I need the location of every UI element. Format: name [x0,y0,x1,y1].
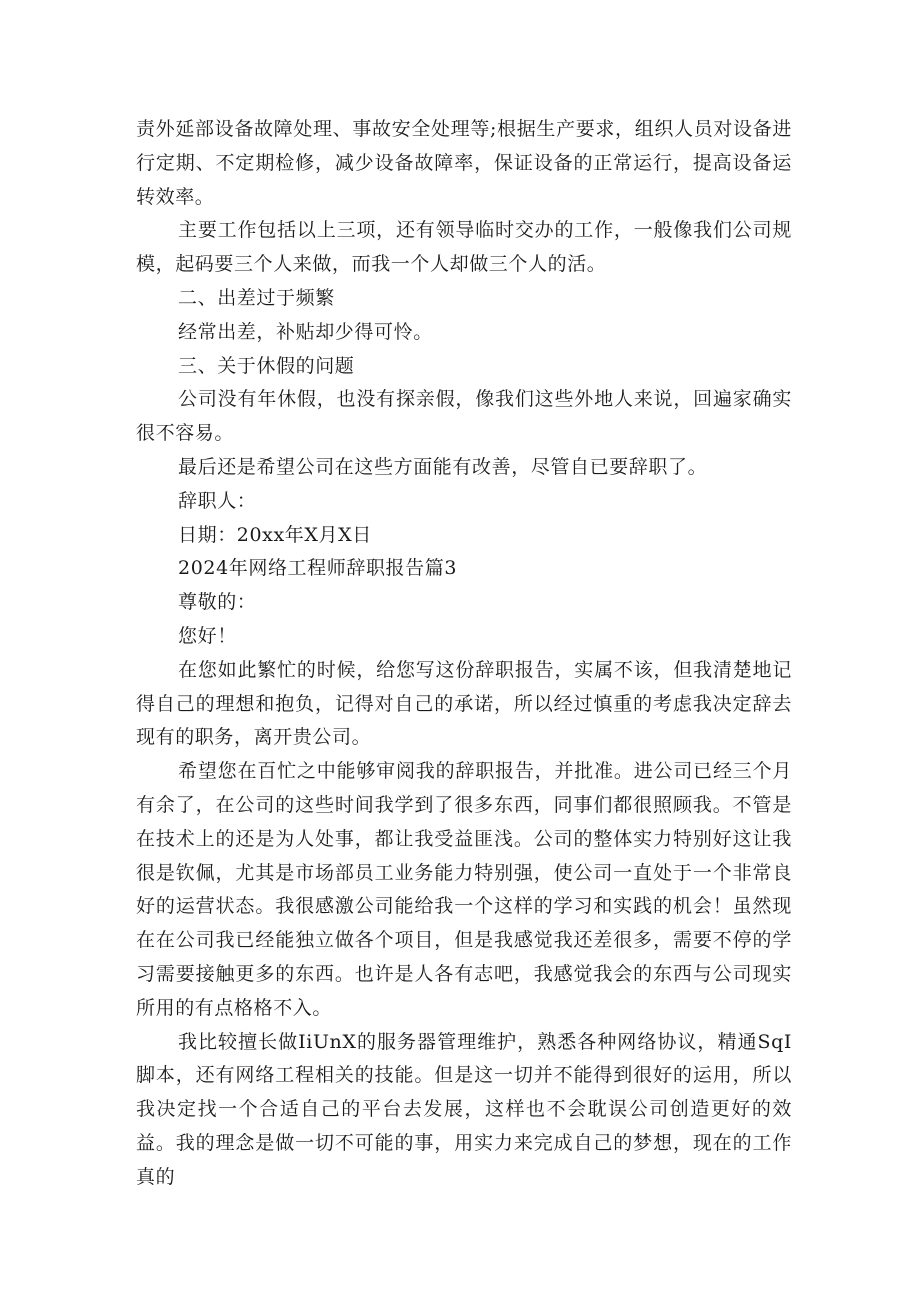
salutation: 尊敬的： [178,591,257,614]
section-title: 2024年网络工程师辞职报告篇3 [178,557,458,580]
greeting: 您好！ [178,624,237,647]
paragraph-experience: 希望您在百忙之中能够审阅我的辞职报告，并批准。进公司已经三个月有余了，在公司的这些时间我学到了很多东西，同事们都很照顾我。不管是在技术上的还是为人处事，都让我受益匪浅。公司的整体实力特别好这让我很是钦佩，尤其是市场部员工业务能力特别强，使公司一直处于一个非常良好的运营状态。我很感激公司能给我一个这样的学习和实践的机会！虽然现在在公司我已经能独立做各个项目，但是我感觉我还差很多，需要不停的学习需要接触更多的东西。也许是人各有志吧，我感觉我会的东西与公司现实所用的有点格格不入。 [136,760,792,1019]
paragraph-intro: 在您如此繁忙的时候，给您写这份辞职报告，实属不该，但我清楚地记得自己的理想和抱负，记得对自己的承诺，所以经过慎重的考虑我决定辞去现有的职务，离开贵公司。 [136,658,792,749]
paragraph-closing-hope: 最后还是希望公司在这些方面能有改善，尽管自已要辞职了。 [178,455,708,478]
paragraph-trips: 经常出差，补贴却少得可怜。 [178,320,433,343]
signature-resigner: 辞职人： [178,489,257,512]
paragraph-main-work: 主要工作包括以上三项，还有领导临时交办的工作，一般像我们公司规模，起码要三个人来做，而我一个人却做三个人的活。 [136,219,792,276]
paragraph-skills: 我比较擅长做IiUnX的服务器管理维护，熟悉各种网络协议，精通SqI脚本，还有网络工程相关的技能。但是这一切并不能得到很好的运用，所以我决定找一个合适自己的平台去发展，这样也不会耽误公司创造更好的效益。我的理念是做一切不可能的事，用实力来完成自己的梦想，现在的工作真的 [136,1030,792,1188]
paragraph-vacation: 公司没有年休假，也没有探亲假，像我们这些外地人来说，回遍家确实很不容易。 [136,388,792,445]
heading-vacation: 三、关于休假的问题 [178,354,355,377]
paragraph-equipment-duties: 责外延部设备故障处理、事故安全处理等;根据生产要求，组织人员对设备进行定期、不定期检修，减少设备故障率，保证设备的正常运行，提高设备运转效率。 [136,118,792,208]
signature-date: 日期：20xx年X月X日 [178,523,372,546]
document-body [136,113,792,1195]
heading-business-trips: 二、出差过于频繁 [178,286,335,309]
